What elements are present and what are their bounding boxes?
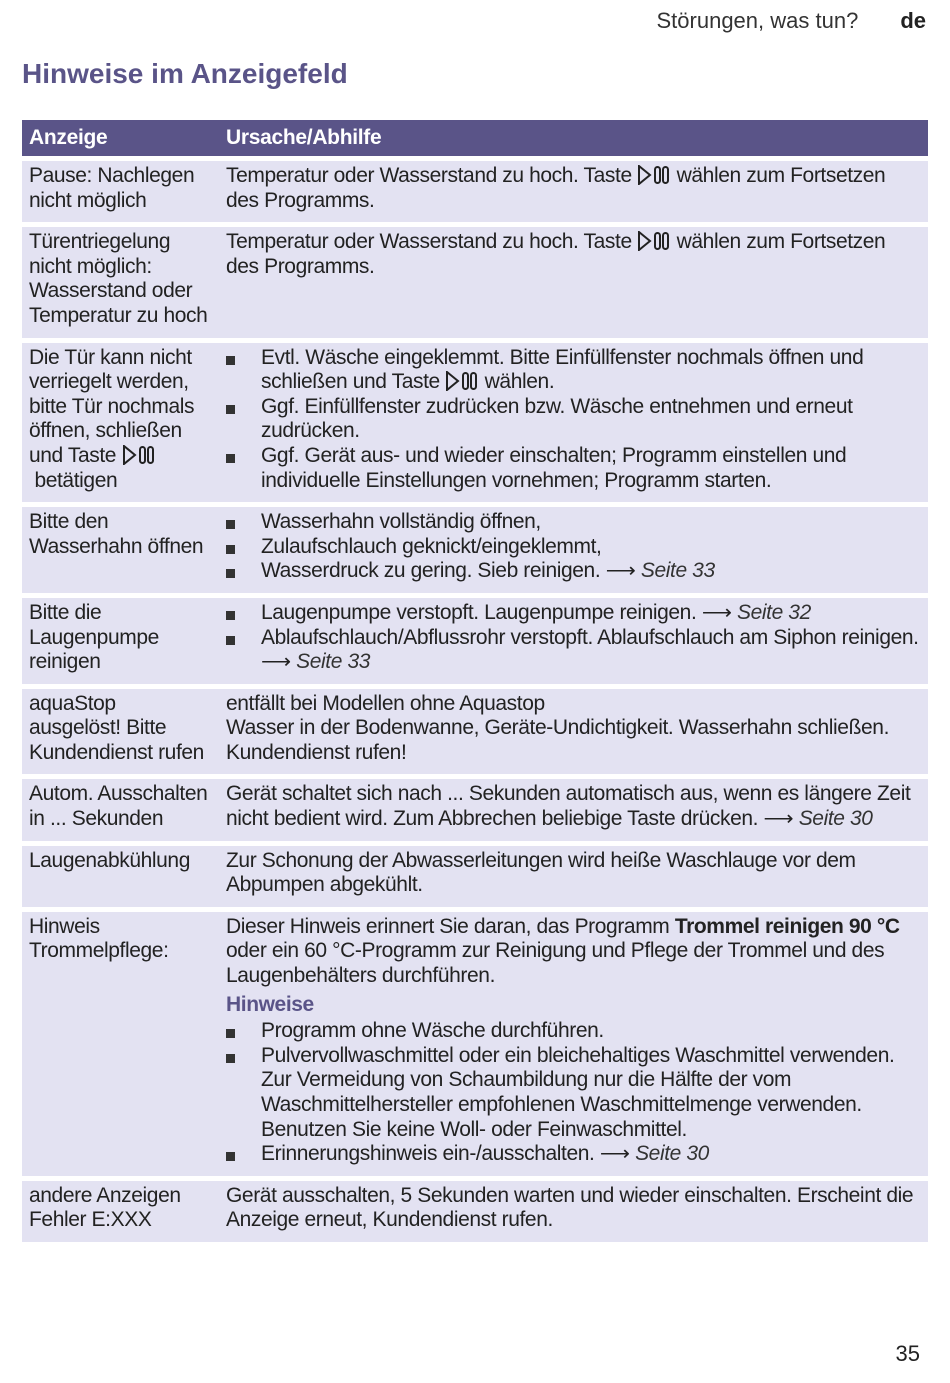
bullet-list — [226, 510, 921, 584]
remedy-cell — [219, 343, 928, 503]
arrow-right-icon: ⟶ — [599, 1142, 630, 1166]
display-cell: Hinweis Trommelpflege: — [22, 912, 219, 1176]
list-item: Zulaufschlauch geknickt/eingeklemmt, — [226, 535, 921, 560]
list-item: Wasserdruck zu gering. Sieb reinigen. ⟶ Seite 33 — [226, 559, 921, 584]
display-cell: Die Tür kann nicht verriegelt werden, bitte Tür nochmals öffnen, schließen und Taste betätigen — [22, 343, 219, 503]
page-reference[interactable]: Seite 32 — [737, 600, 811, 624]
bullet-list — [226, 346, 921, 494]
table-header-row — [22, 120, 928, 156]
list-item: Pulvervollwaschmittel oder ein bleichehaltiges Waschmittel verwenden. Zur Vermeidung von Schaumbildung nur die Hälfte der vom Waschmittelhersteller empfohlenen Waschmittelmenge verwenden. Benutzen Sie keine Woll- oder Feinwaschmittel. — [226, 1044, 921, 1142]
list-item: Ablaufschlauch/Abflussrohr verstopft. Ablaufschlauch am Siphon reinigen. ⟶ Seite 33 — [226, 626, 921, 675]
remedy-cell: Zur Schonung der Abwasserleitungen wird heiße Waschlauge vor dem Abpumpen abgekühlt. — [219, 846, 928, 907]
remedy-cell — [219, 507, 928, 593]
table-row — [22, 1181, 928, 1242]
table-row — [22, 227, 928, 337]
list-item: Laugenpumpe verstopft. Laugenpumpe reinigen. ⟶ Seite 32 — [226, 601, 921, 626]
list-item: Evtl. Wäsche eingeklemmt. Bitte Einfüllfenster nochmals öffnen und schließen und Taste wählen. — [226, 346, 921, 395]
page-number: 35 — [895, 1341, 920, 1366]
display-messages-table — [22, 115, 928, 1247]
table-row — [22, 779, 928, 840]
section-title: Störungen, was tun? — [656, 8, 859, 33]
arrow-right-icon: ⟶ — [701, 600, 732, 624]
remedy-cell — [219, 912, 928, 1176]
remedy-cell: Temperatur oder Wasserstand zu hoch. Taste wählen zum Fortsetzen des Programms. — [219, 227, 928, 337]
display-cell: Bitte die Laugenpumpe reinigen — [22, 598, 219, 684]
page-title: Hinweise im Anzeigefeld — [22, 58, 348, 89]
list-item: Ggf. Einfüllfenster zudrücken bzw. Wäsche entnehmen und erneut zudrücken. — [226, 395, 921, 444]
note-text: Dieser Hinweis erinnert Sie daran, das Programm Trommel reinigen 90 °C oder ein 60 °C-Programm zur Reinigung und Pflege der Trommel und des Laugenbehälters durchführen. — [226, 914, 900, 988]
remedy-cell: Gerät ausschalten, 5 Sekunden warten und wieder einschalten. Erscheint die Anzeige erneut, Kundendienst rufen. — [219, 1181, 928, 1242]
display-cell: aquaStop ausgelöst! Bitte Kundendienst rufen — [22, 689, 219, 775]
display-cell: Türentriegelung nicht möglich: Wasserstand oder Temperatur zu hoch — [22, 227, 219, 337]
arrow-right-icon: ⟶ — [763, 807, 794, 831]
start-pause-icon — [445, 371, 479, 391]
display-cell: andere Anzeigen Fehler E:XXX — [22, 1181, 219, 1242]
bullet-list — [226, 1019, 921, 1167]
list-item: Programm ohne Wäsche durchführen. — [226, 1019, 921, 1044]
arrow-right-icon: ⟶ — [605, 559, 636, 583]
list-item: Wasserhahn vollständig öffnen, — [226, 510, 921, 535]
table-row — [22, 507, 928, 593]
program-name: Trommel reinigen 90 °C — [674, 914, 900, 938]
page-reference[interactable]: Seite 33 — [640, 559, 715, 583]
start-pause-icon — [637, 165, 671, 185]
remedy-cell — [219, 598, 928, 684]
column-header-cause: Ursache/Abhilfe — [219, 120, 928, 156]
remedy-cell: Gerät schaltet sich nach ... Sekunden automatisch aus, wenn es längere Zeit nicht bedient wird. Zum Abbrechen beliebige Taste drücken. ⟶ Seite 30 — [219, 779, 928, 840]
list-item: Ggf. Gerät aus- und wieder einschalten; Programm einstellen und individuelle Einstellungen vornehmen; Programm starten. — [226, 444, 921, 493]
table-row — [22, 912, 928, 1176]
display-cell: Laugenabkühlung — [22, 846, 219, 907]
column-header-display: Anzeige — [22, 120, 219, 156]
language-tag: de — [900, 8, 926, 33]
remedy-cell: Temperatur oder Wasserstand zu hoch. Taste wählen zum Fortsetzen des Programms. — [219, 161, 928, 222]
remedy-cell: entfällt bei Modellen ohne Aquastop Wasser in der Bodenwanne, Geräte-Undichtigkeit. Wasserhahn schließen. Kundendienst rufen! — [219, 689, 928, 775]
display-cell: Autom. Ausschalten in ... Sekunden — [22, 779, 219, 840]
table-row — [22, 846, 928, 907]
table-row — [22, 598, 928, 684]
running-header — [657, 8, 927, 34]
display-cell: Bitte den Wasserhahn öffnen — [22, 507, 219, 593]
start-pause-icon — [637, 231, 671, 251]
notes-subheading: Hinweise — [226, 992, 314, 1016]
list-item: Erinnerungshinweis ein-/ausschalten. ⟶ Seite 30 — [226, 1142, 921, 1167]
table-row — [22, 161, 928, 222]
display-cell: Pause: Nachlegen nicht möglich — [22, 161, 219, 222]
page-reference[interactable]: Seite 30 — [635, 1142, 709, 1166]
page-reference[interactable]: Seite 33 — [296, 650, 371, 674]
table-row — [22, 689, 928, 775]
start-pause-icon — [122, 445, 156, 465]
table-row — [22, 343, 928, 503]
bullet-list — [226, 601, 921, 675]
arrow-right-icon: ⟶ — [261, 650, 291, 674]
page-reference[interactable]: Seite 30 — [798, 807, 873, 831]
